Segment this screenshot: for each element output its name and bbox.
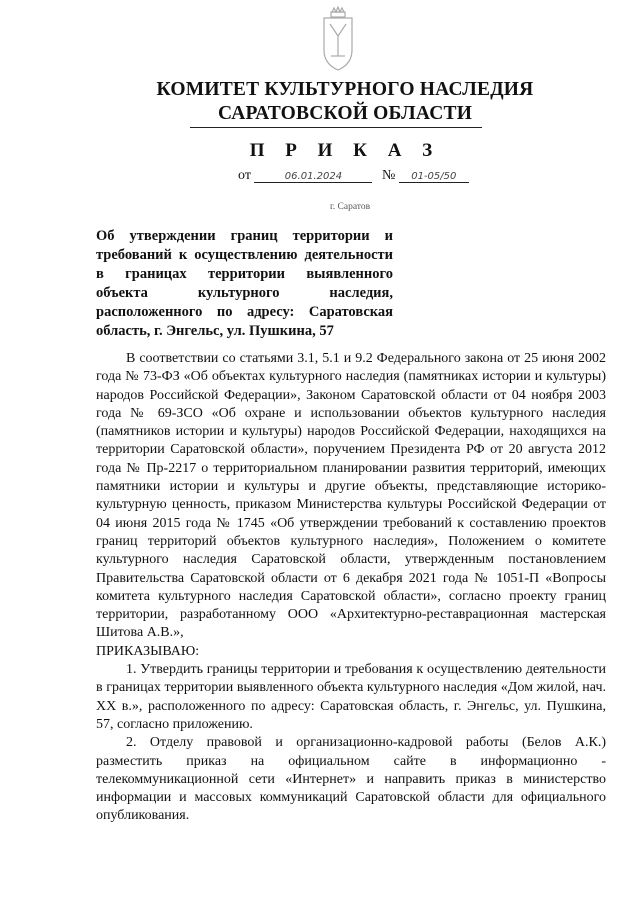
order-date: 06.01.2024	[254, 171, 372, 183]
order-date-number-line	[238, 168, 469, 190]
organization-name	[150, 78, 540, 126]
preamble-paragraph: В соответствии со статьями 3.1, 5.1 и 9.2 Федерального закона от 25 июня 2002 года № 73-ФЗ «Об объектах культурного наследия (памятниках истории и культуры) народов Российской Федерации», Законом Саратовской области от 04 ноября 2003 года № 69-ЗСО «Об охране и использовании объектов культурного наследия (памятников истории и культуры) народов Российской Федерации, находящихся на территории Саратовской области», поручением Президента РФ от 20 августа 2012 года № Пр-2217 о территориальном планировании развития территорий, имеющих памятники истории и культуры и другие объекты, представляющие историко-культурную ценность, приказом Министерства культуры Российской Федерации от 04 июня 2015 года № 1745 «Об утверждении требований к составлению проектов границ территорий объектов культурного наследия», Положением о комитете культурного наследия Саратовской области, утвержденным постановлением Правительства Саратовской области от 6 декабря 2021 года № 1051-П «Вопросы комитета культурного наследия Саратовской области», согласно проекту границ территории, разработанному ООО «Архитектурно-реставрационная мастерская Шитова А.В.»,	[96, 351, 606, 641]
order-item-1: 1. Утвердить границы территории и требования к осуществлению деятельности в границах территории выявленного объекта культурного наследия «Дом жилой, нач. XX в.», расположенного по адресу: Саратовская область, г. Энгельс, ул. Пушкина, 57, согласно приложению.	[96, 662, 606, 732]
header-divider	[190, 127, 482, 128]
document-title: П Р И К А З	[249, 140, 441, 161]
order-item-2: 2. Отделу правовой и организационно-кадровой работы (Белов А.К.) разместить приказ на официальном сайте в информационно - телекоммуникационной сети «Интернет» и направить приказ в министерство информации и массовых коммуникаций Саратовской области для официального опубликования.	[96, 735, 606, 824]
number-prefix: №	[381, 168, 396, 183]
order-keyword: ПРИКАЗЫВАЮ:	[96, 643, 200, 659]
order-number: 01-05/50	[399, 171, 469, 183]
order-subject: Об утверждении границ территории и требований к осуществлению деятельности в границах территории выявленного объекта культурного наследия, расположенного по адресу: Саратовская область, г. Энгельс, ул. Пушкина, 57	[96, 228, 393, 339]
date-prefix: от	[238, 168, 251, 183]
coat-of-arms-icon	[318, 6, 358, 72]
organization-name-line1: КОМИТЕТ КУЛЬТУРНОГО НАСЛЕДИЯ	[156, 79, 534, 100]
order-city: г. Саратов	[329, 202, 371, 212]
order-body	[96, 350, 606, 826]
organization-name-line2: САРАТОВСКОЙ ОБЛАСТИ	[217, 103, 473, 124]
